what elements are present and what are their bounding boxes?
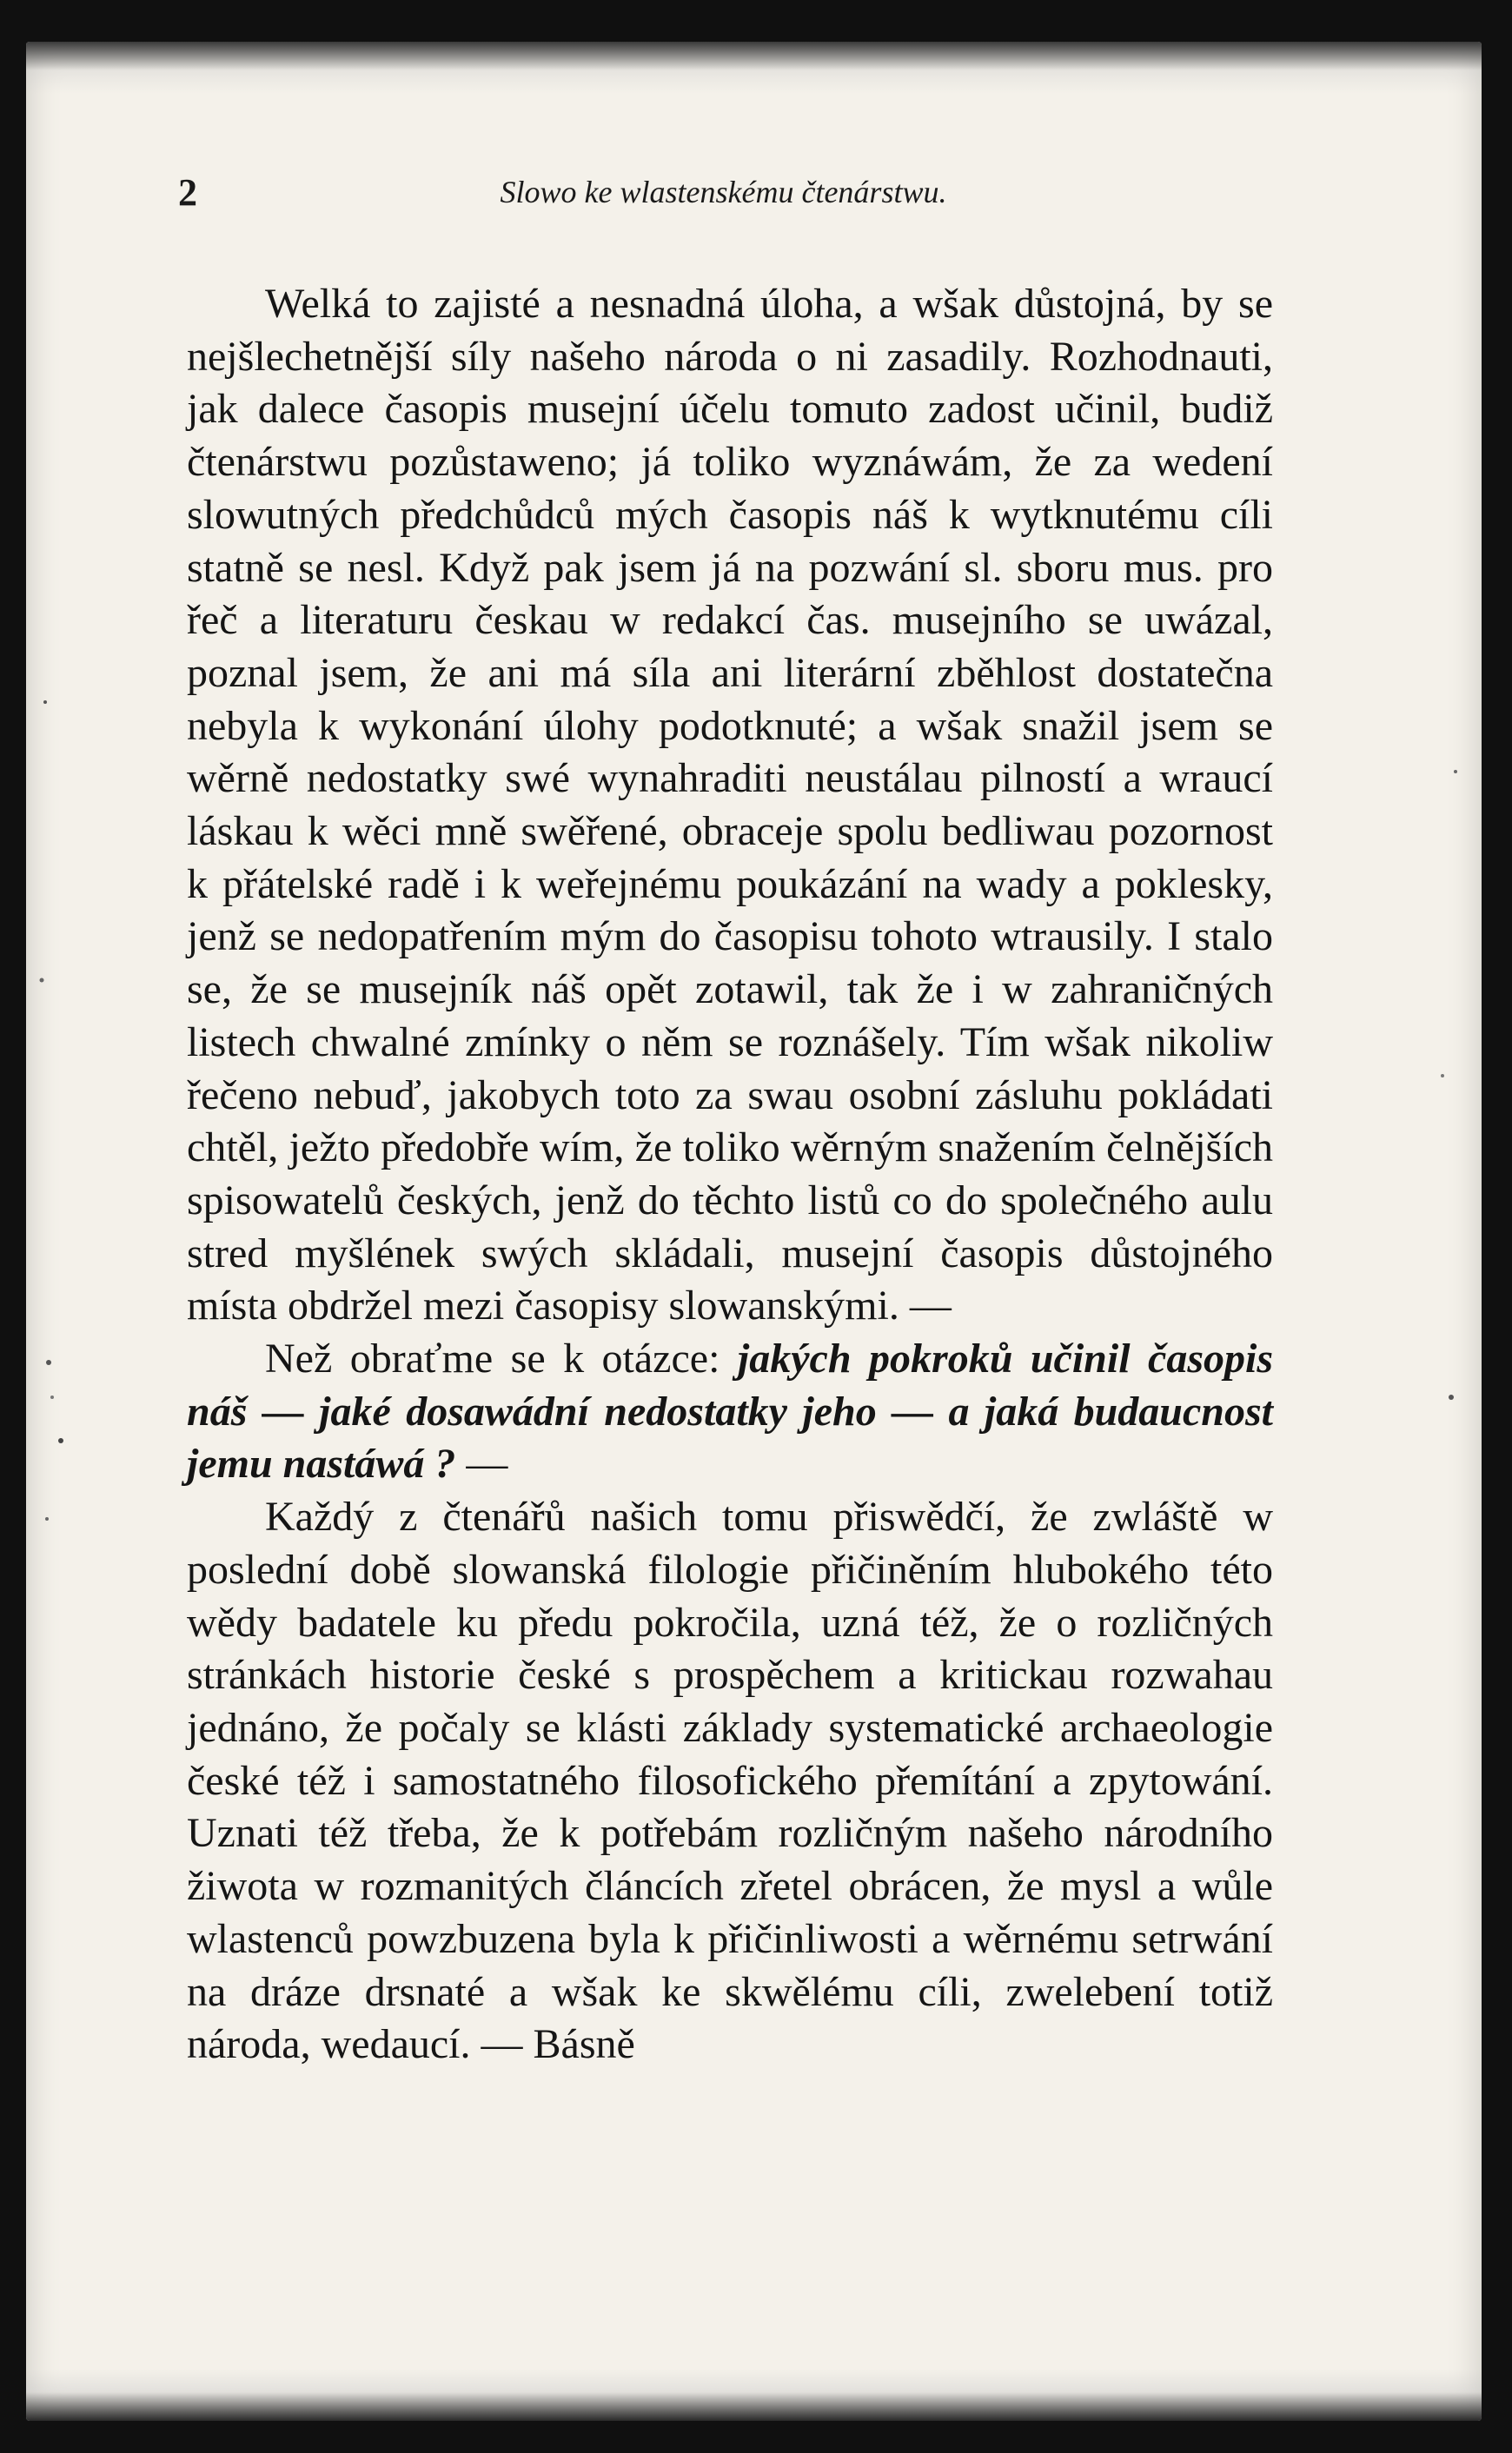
question-lead: Než obraťme se k otázce: bbox=[265, 1336, 720, 1382]
page-top-edge bbox=[26, 42, 1482, 94]
paragraph-question bbox=[187, 1333, 1273, 1491]
paragraph-3: Každý z čtenářů našich tomu přiswědčí, že zwláště w poslední době slowanská filologie přičiněním hlubokého této wědy badatele ku předu pokročila, uzná též, že o rozličných stránkách historie české s prospěchem a kritickau rozwahau jednáno, že počaly se klásti základy systematické archaeologie české též i samostatného filosofického přemítání a zpytowání. Uznati též třeba, že k potřebám rozličným našeho národního žiwota w rozmanitých článcích zřetel obrácen, že mysl a wůle wlastenců powzbuzena byla k přičinliwosti a wěrnému setrwání na dráze drsnaté a wšak ke skwělému cíli, zwelebení totiž národa, wedaucí. — Básně bbox=[187, 1494, 1273, 2068]
page-number: 2 bbox=[178, 171, 197, 214]
question-italic: jakých pokroků učinil časopis náš — jaké dosawádní nedostatky jeho — a jaká budaucnost jemu nastáwá ? bbox=[187, 1336, 1274, 1488]
book-page bbox=[26, 42, 1482, 2421]
body-text bbox=[187, 278, 1273, 2072]
page-bottom-edge bbox=[26, 2369, 1482, 2421]
paragraph-1: Welká to zajisté a nesnadná úloha, a wšak důstojná, by se nejšlechetnější síly našeho národa o ni zasadily. Rozhodnauti, jak dalece časopis musejní účelu tomuto zadost učinil, budiž čtenárstwu pozůstaweno; já toliko wyznáwám, že za wedení slowutných předchůdců mých časopis náš k wytknutému cíli statně se nesl. Když pak jsem já na pozwání sl. sboru mus. pro řeč a literaturu českau w redakcí čas. musejního se uwázal, poznal jsem, že ani má síla ani literární zběhlost dostatečna nebyla k wykonání úlohy podotknuté; a wšak snažil jsem se wěrně nedostatky swé wynahraditi neustálau pilností a wraucí láskau k wěci mně swěřené, obraceje spolu bedliwau pozornost k přátelské radě i k weřejnému poukázání na wady a poklesky, jenž se nedopatřením mým do časopisu tohoto wtrausily. I stalo se, že se musejník náš opět zotawil, tak že i w zahraničných listech chwalné zmínky o něm se roznášely. Tím wšak nikoliw řečeno nebuď, jakobych toto za swau osobní zásluhu pokládati chtěl, ježto předobře wím, že toliko wěrným snažením čelnějších spisowatelů českých, jenž do těchto listů co do společného aulu stred myšlének swých skládali, musejní časopis důstojného místa obdržel mezi časopisy slowanskými. — bbox=[187, 281, 1273, 1329]
page-header bbox=[178, 170, 1269, 222]
question-tail: — bbox=[466, 1441, 508, 1488]
running-title: Slowo ke wlastenskému čtenárstwu. bbox=[500, 175, 947, 209]
